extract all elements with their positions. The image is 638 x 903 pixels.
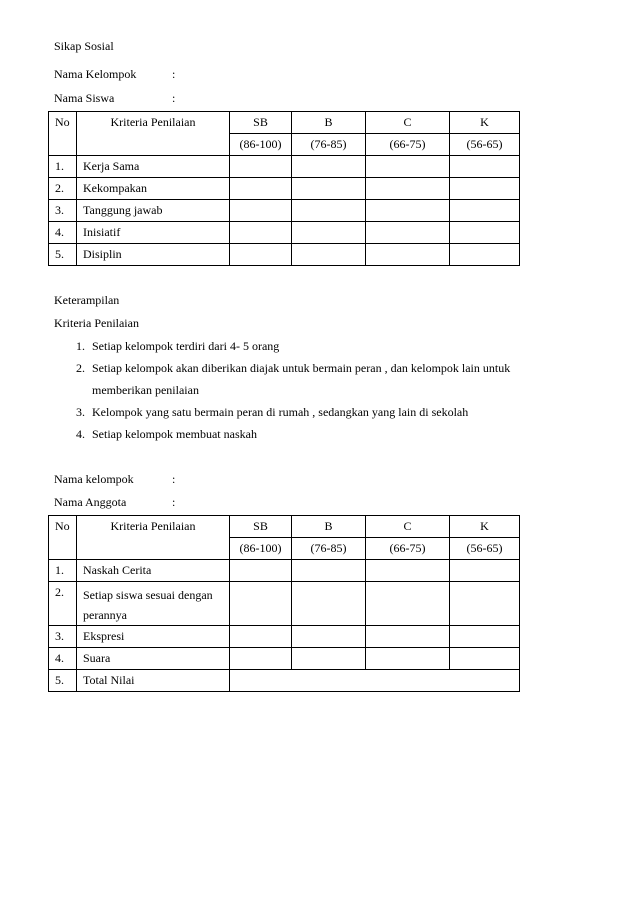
score-cell[interactable] [292,178,366,200]
list-item-text: Kelompok yang satu bermain peran di rumah , sedangkan yang lain di sekolah [92,405,469,419]
header-c: C [366,112,450,134]
header-b: B [292,516,366,538]
row-no: 3. [49,200,77,222]
row-no: 4. [49,222,77,244]
score-cell[interactable] [292,626,366,648]
row-criteria: Total Nilai [77,670,230,692]
table-row [49,648,520,670]
row-criteria: Kerja Sama [77,156,230,178]
range-sb: (86-100) [230,134,292,156]
table-row [49,582,520,626]
list-item-number: 2. [76,361,85,375]
score-cell[interactable] [366,626,450,648]
score-cell[interactable] [292,200,366,222]
score-cell[interactable] [230,200,292,222]
row-criteria [77,582,230,626]
table-row [49,156,520,178]
header-criteria: Kriteria Penilaian [77,516,230,560]
range-c: (66-75) [366,538,450,560]
header-c: C [366,516,450,538]
table-row [49,626,520,648]
score-cell[interactable] [450,200,520,222]
section-title-keterampilan: Keterampilan [54,293,120,307]
header-no: No [49,516,77,560]
score-cell[interactable] [292,244,366,266]
range-k: (56-65) [450,538,520,560]
row-criteria: Ekspresi [77,626,230,648]
row-criteria: Disiplin [77,244,230,266]
score-cell[interactable] [450,582,520,626]
list-item-number: 1. [76,339,85,353]
score-cell[interactable] [292,582,366,626]
row-criteria: Kekompakan [77,178,230,200]
range-c: (66-75) [366,134,450,156]
score-cell[interactable] [366,222,450,244]
score-cell[interactable] [230,648,292,670]
range-b: (76-85) [292,134,366,156]
score-cell[interactable] [366,582,450,626]
table-row [49,244,520,266]
criteria-title: Kriteria Penilaian [54,316,139,330]
row-no: 5. [49,670,77,692]
header-no: No [49,112,77,156]
row-criteria: Inisiatif [77,222,230,244]
table-row [49,200,520,222]
row-no: 2. [49,582,77,626]
header-k: K [450,516,520,538]
member-name-label: Nama Anggota [54,495,127,509]
table-row [49,222,520,244]
header-b: B [292,112,366,134]
section-title-sikap-sosial: Sikap Sosial [54,39,114,53]
score-cell[interactable] [366,156,450,178]
score-cell[interactable] [230,560,292,582]
student-name-line [54,89,254,107]
row-criteria: Naskah Cerita [77,560,230,582]
group-name-line [54,65,254,83]
member-name-colon: : [172,495,176,509]
score-cell[interactable] [366,178,450,200]
group-name-colon: : [172,67,176,81]
score-cell[interactable] [450,156,520,178]
score-cell[interactable] [450,560,520,582]
list-item-number: 4. [76,427,85,441]
row-criteria: Tanggung jawab [77,200,230,222]
score-cell[interactable] [230,178,292,200]
row-no: 2. [49,178,77,200]
list-item-text: Setiap kelompok membuat naskah [92,427,257,441]
student-name-colon: : [172,91,176,105]
table-row [49,178,520,200]
row-no: 3. [49,626,77,648]
row-no: 1. [49,156,77,178]
group-name-label: Nama Kelompok [54,67,137,81]
list-item-text: Setiap kelompok akan diberikan diajak untuk bermain peran , dan kelompok lain untuk [92,361,511,375]
row-no: 5. [49,244,77,266]
total-score-cell[interactable] [230,670,520,692]
list-item-number: 3. [76,405,85,419]
list-item [76,357,510,379]
list-item [76,401,510,423]
score-cell[interactable] [230,582,292,626]
score-cell[interactable] [230,626,292,648]
member-name-line [54,493,254,511]
group-name-line-2 [54,470,254,488]
score-cell[interactable] [230,222,292,244]
table-row [49,560,520,582]
header-sb: SB [230,112,292,134]
score-cell[interactable] [292,648,366,670]
score-cell[interactable] [366,648,450,670]
range-b: (76-85) [292,538,366,560]
keterampilan-table [48,515,520,692]
list-item [76,335,510,357]
list-item-continuation: memberikan penilaian [92,383,199,397]
table-header-row [49,112,520,134]
student-name-label: Nama Siswa [54,91,115,105]
score-cell[interactable] [366,244,450,266]
score-cell[interactable] [230,244,292,266]
criteria-list [76,335,510,445]
score-cell[interactable] [450,626,520,648]
sikap-sosial-table [48,111,520,266]
header-criteria: Kriteria Penilaian [77,112,230,156]
table-row [49,670,520,692]
group-name-colon-2: : [172,472,176,486]
score-cell[interactable] [450,648,520,670]
row-criteria-line: Setiap siswa sesuai dengan [83,588,213,602]
table-header-row [49,516,520,538]
score-cell[interactable] [292,222,366,244]
score-cell[interactable] [366,560,450,582]
row-criteria: Suara [77,648,230,670]
score-cell[interactable] [366,200,450,222]
list-item [76,423,510,445]
group-name-label-2: Nama kelompok [54,472,134,486]
score-cell[interactable] [292,156,366,178]
score-cell[interactable] [230,156,292,178]
row-no: 1. [49,560,77,582]
score-cell[interactable] [450,244,520,266]
score-cell[interactable] [292,560,366,582]
row-criteria-continuation: perannya [83,608,127,622]
range-k: (56-65) [450,134,520,156]
row-no: 4. [49,648,77,670]
score-cell[interactable] [450,222,520,244]
range-sb: (86-100) [230,538,292,560]
header-k: K [450,112,520,134]
list-item-text: Setiap kelompok terdiri dari 4- 5 orang [92,339,280,353]
score-cell[interactable] [450,178,520,200]
header-sb: SB [230,516,292,538]
